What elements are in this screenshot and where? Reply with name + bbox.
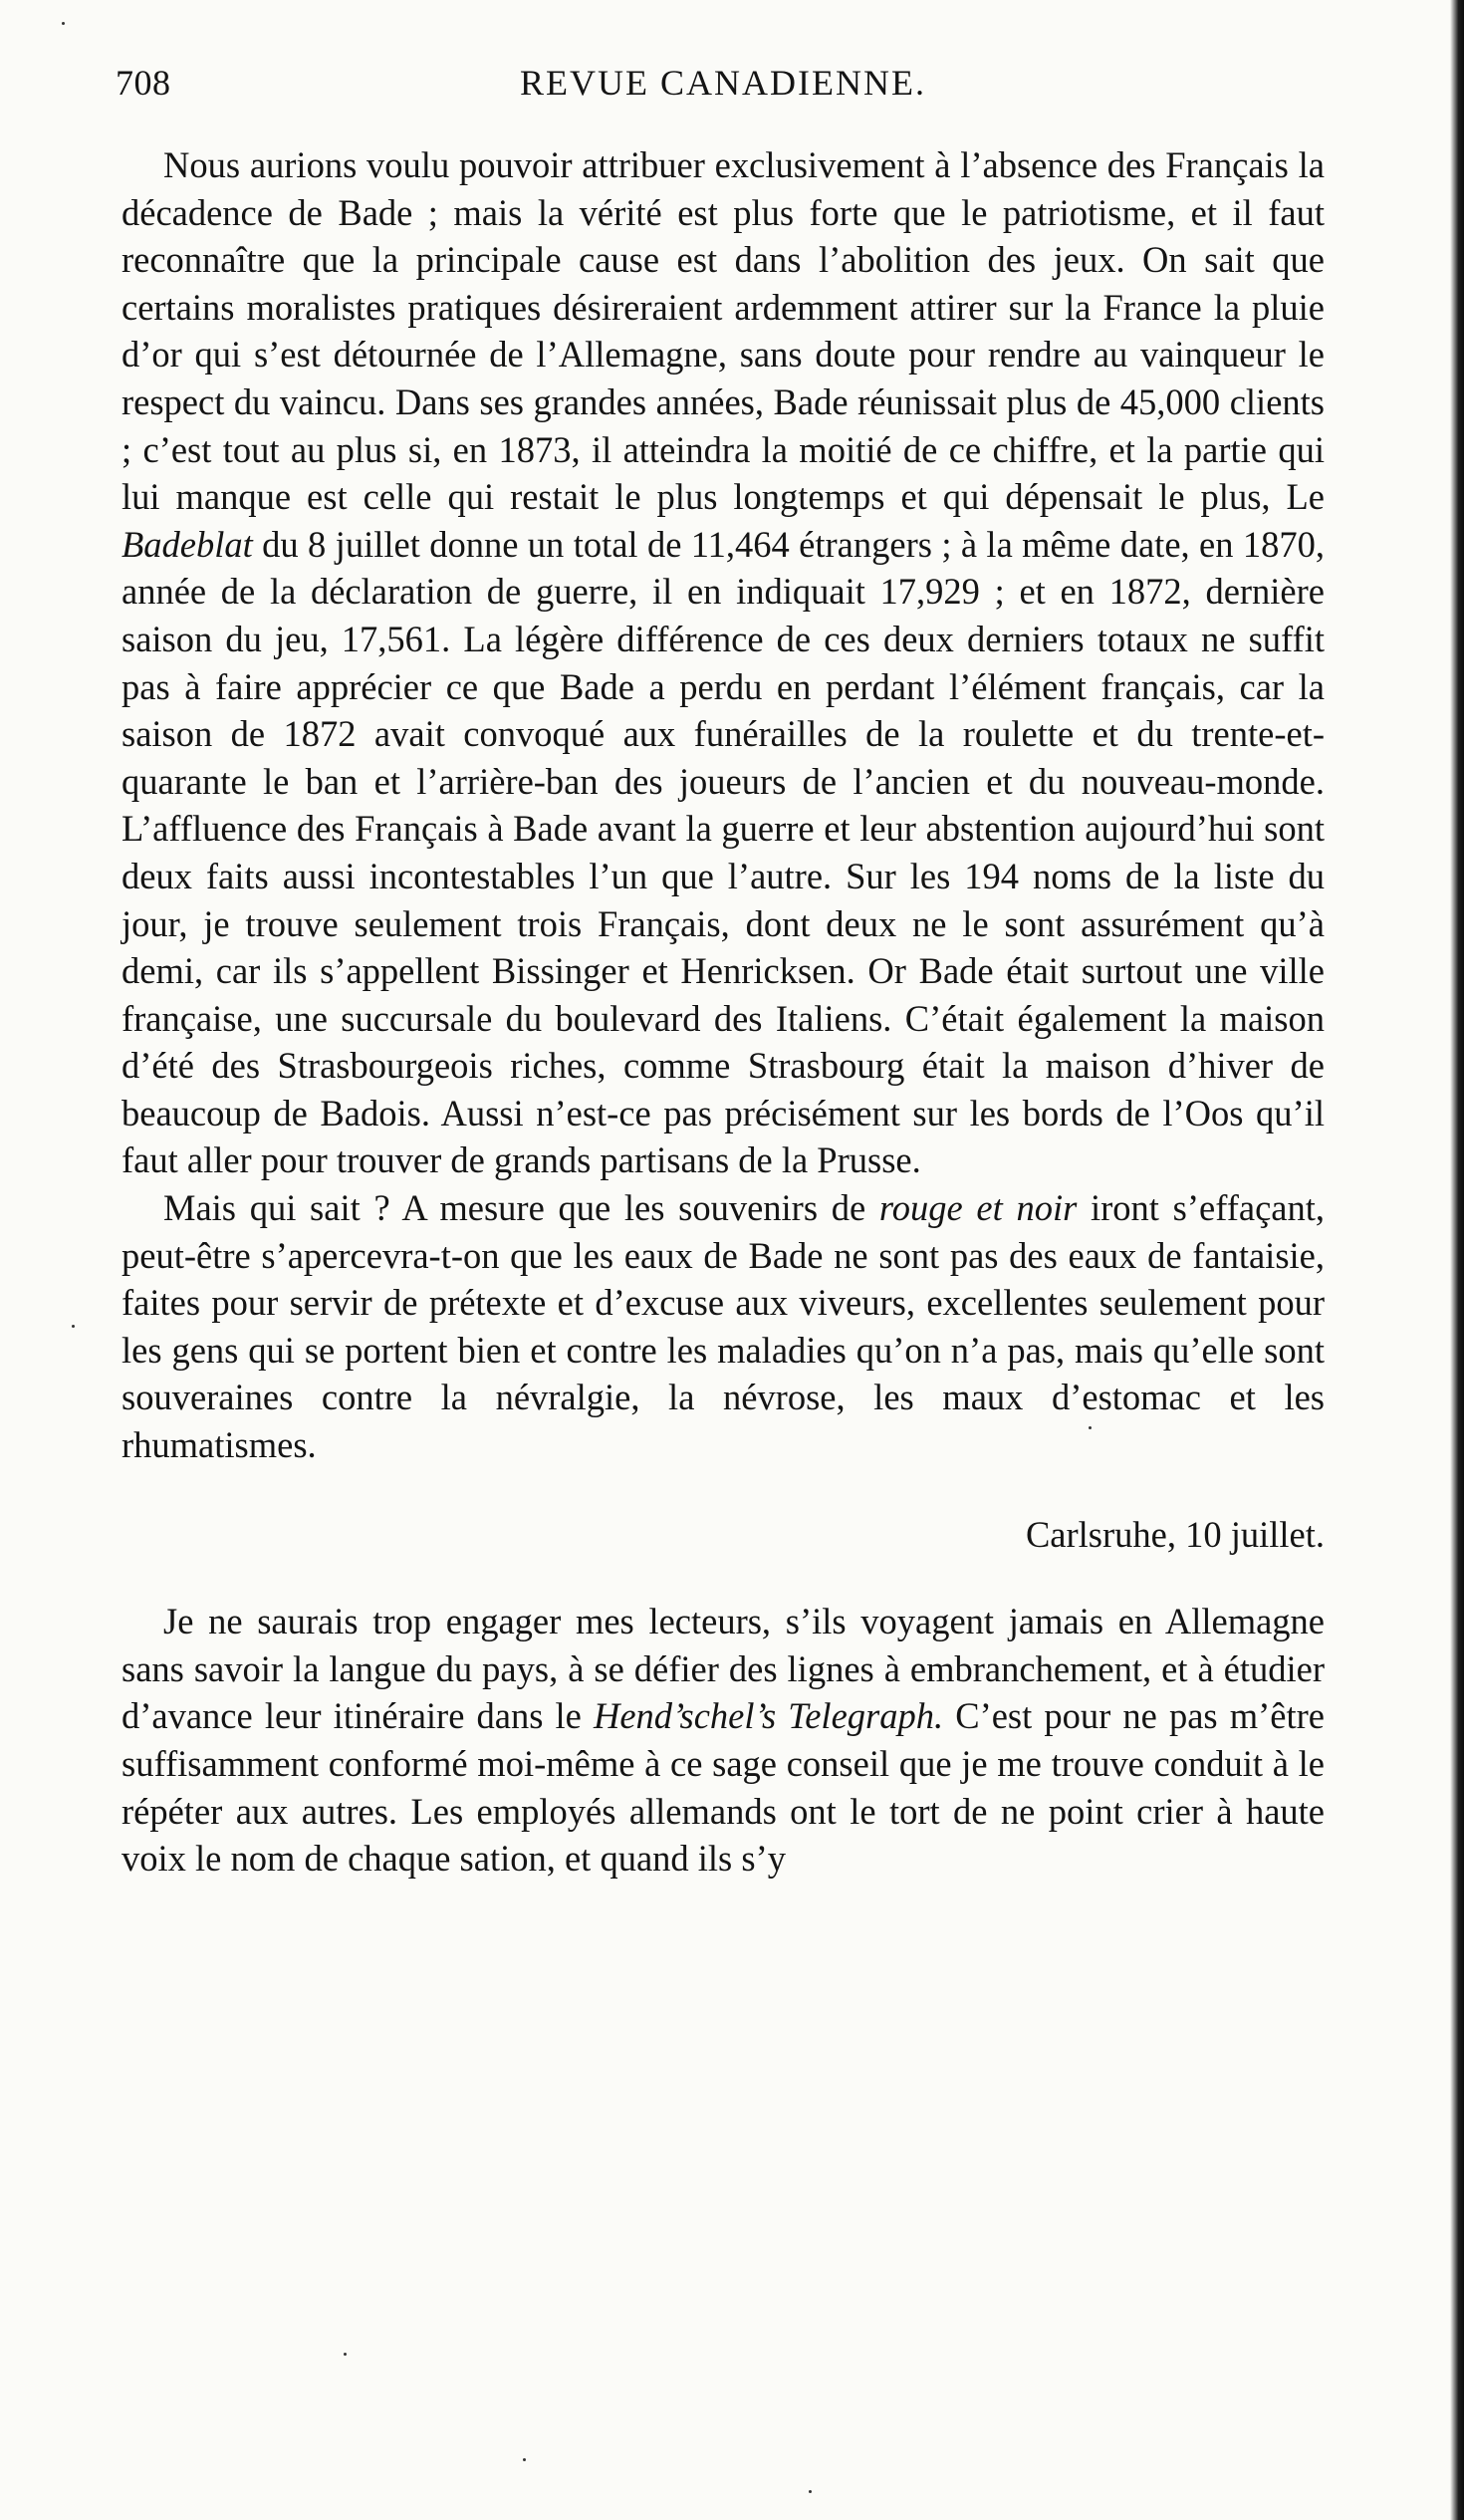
print-speck: [344, 2353, 347, 2356]
paragraph-2-text-a: Mais qui sait ? A mesure que les souvenirs de: [163, 1187, 879, 1229]
running-title: REVUE CANADIENNE.: [520, 63, 926, 103]
paragraph-1: [122, 141, 1325, 1184]
page-number: 708: [116, 63, 171, 103]
paragraph-1-text-a: Nous aurions voulu pouvoir attribuer exclusivement à l’absence des Français la décadence de Bade ; mais la vérité est plus forte que le patriotisme, et il faut reconnaître que la principale cause est dans l’abolition des jeux. On sait que certains moralistes pratiques désireraient ardemment attirer sur la France la pluie d’or qui s’est détournée de l’Allemagne, sans doute pour rendre au vainqueur le respect du vaincu. Dans ses grandes années, Bade réunissait plus de 45,000 clients ; c’est tout au plus si, en 1873, il atteindra la moitié de ce chiffre, et la partie qui lui manque est celle qui restait le plus longtemps et qui dépensait le plus, Le: [122, 144, 1325, 518]
paragraph-2-italic-rouge-et-noir: rouge et noir: [878, 1187, 1078, 1229]
paragraph-2: [122, 1184, 1325, 1469]
print-speck: [62, 22, 65, 25]
dateline: Carlsruhe, 10 juillet.: [1025, 1513, 1325, 1555]
paragraph-1-italic-badeblat: Badeblat: [122, 523, 253, 565]
paragraph-3-text-b: C’est pour ne pas m’être suffisamment conformé moi-même à ce sage conseil que je me trouve conduit à le répéter aux autres. Les employés allemands ont le tort de ne point crier à haute voix le nom de chaque sation, et quand ils s’y: [122, 1695, 1325, 1880]
print-speck: [72, 1325, 75, 1328]
page-header: [116, 62, 1331, 112]
print-speck: [523, 2458, 526, 2461]
paragraph-3: [122, 1598, 1325, 1883]
paragraph-3-text-a: Je ne saurais trop engager mes lecteurs, s’ils voyagent jamais en Allemagne sans savoir la langue du pays, à se défier des lignes à embranchement, et à étudier d’avance leur itinéraire dans le: [122, 1601, 1325, 1737]
article-body: [122, 141, 1325, 1883]
paragraph-3-italic-telegraph: Hend’schel’s Telegraph.: [594, 1695, 944, 1737]
paragraph-1-text-b: du 8 juillet donne un total de 11,464 étrangers ; à la même date, en 1870, année de la déclaration de guerre, il en indiquait 17,929 ; et en 1872, dernière saison du jeu, 17,561. La légère différence de ces deux derniers totaux ne suffit pas à faire apprécier ce que Bade a perdu en perdant l’élément français, car la saison de 1872 avait convoqué aux funérailles de la roulette et du trente-et-quarante le ban et l’arrière-ban des joueurs de l’ancien et du nouveau-monde. L’affluence des Français à Bade avant la guerre et leur abstention aujourd’hui sont deux faits aussi incontestables l’un que l’autre. Sur les 194 noms de la liste du jour, je trouve seulement trois Français, dont deux ne le sont assurément qu’à demi, car ils s’appellent Bissinger et Henricksen. Or Bade était surtout une ville française, une succursale du boulevard des Italiens. C’était également la maison d’été des Strasbourgeois riches, comme Strasbourg était la maison d’hiver de beaucoup de Badois. Aussi n’est-ce pas précisément sur les bords de l’Oos qu’il faut aller pour trouver de grands partisans de la Prusse.: [122, 523, 1325, 1181]
print-speck: [1089, 1426, 1092, 1429]
page-edge-shadow: [1450, 0, 1464, 2520]
print-speck: [809, 2490, 812, 2493]
paragraph-2-text-b: iront s’effaçant, peut-être s’apercevra-t-on que les eaux de Bade ne sont pas des eaux de fantaisie, faites pour servir de prétexte et d’excuse aux viveurs, excellentes seulement pour les gens qui se portent bien et contre les maladies qu’on n’a pas, mais qu’elle sont souveraines contre la névralgie, la névrose, les maux d’estomac et les rhumatismes.: [122, 1187, 1325, 1466]
